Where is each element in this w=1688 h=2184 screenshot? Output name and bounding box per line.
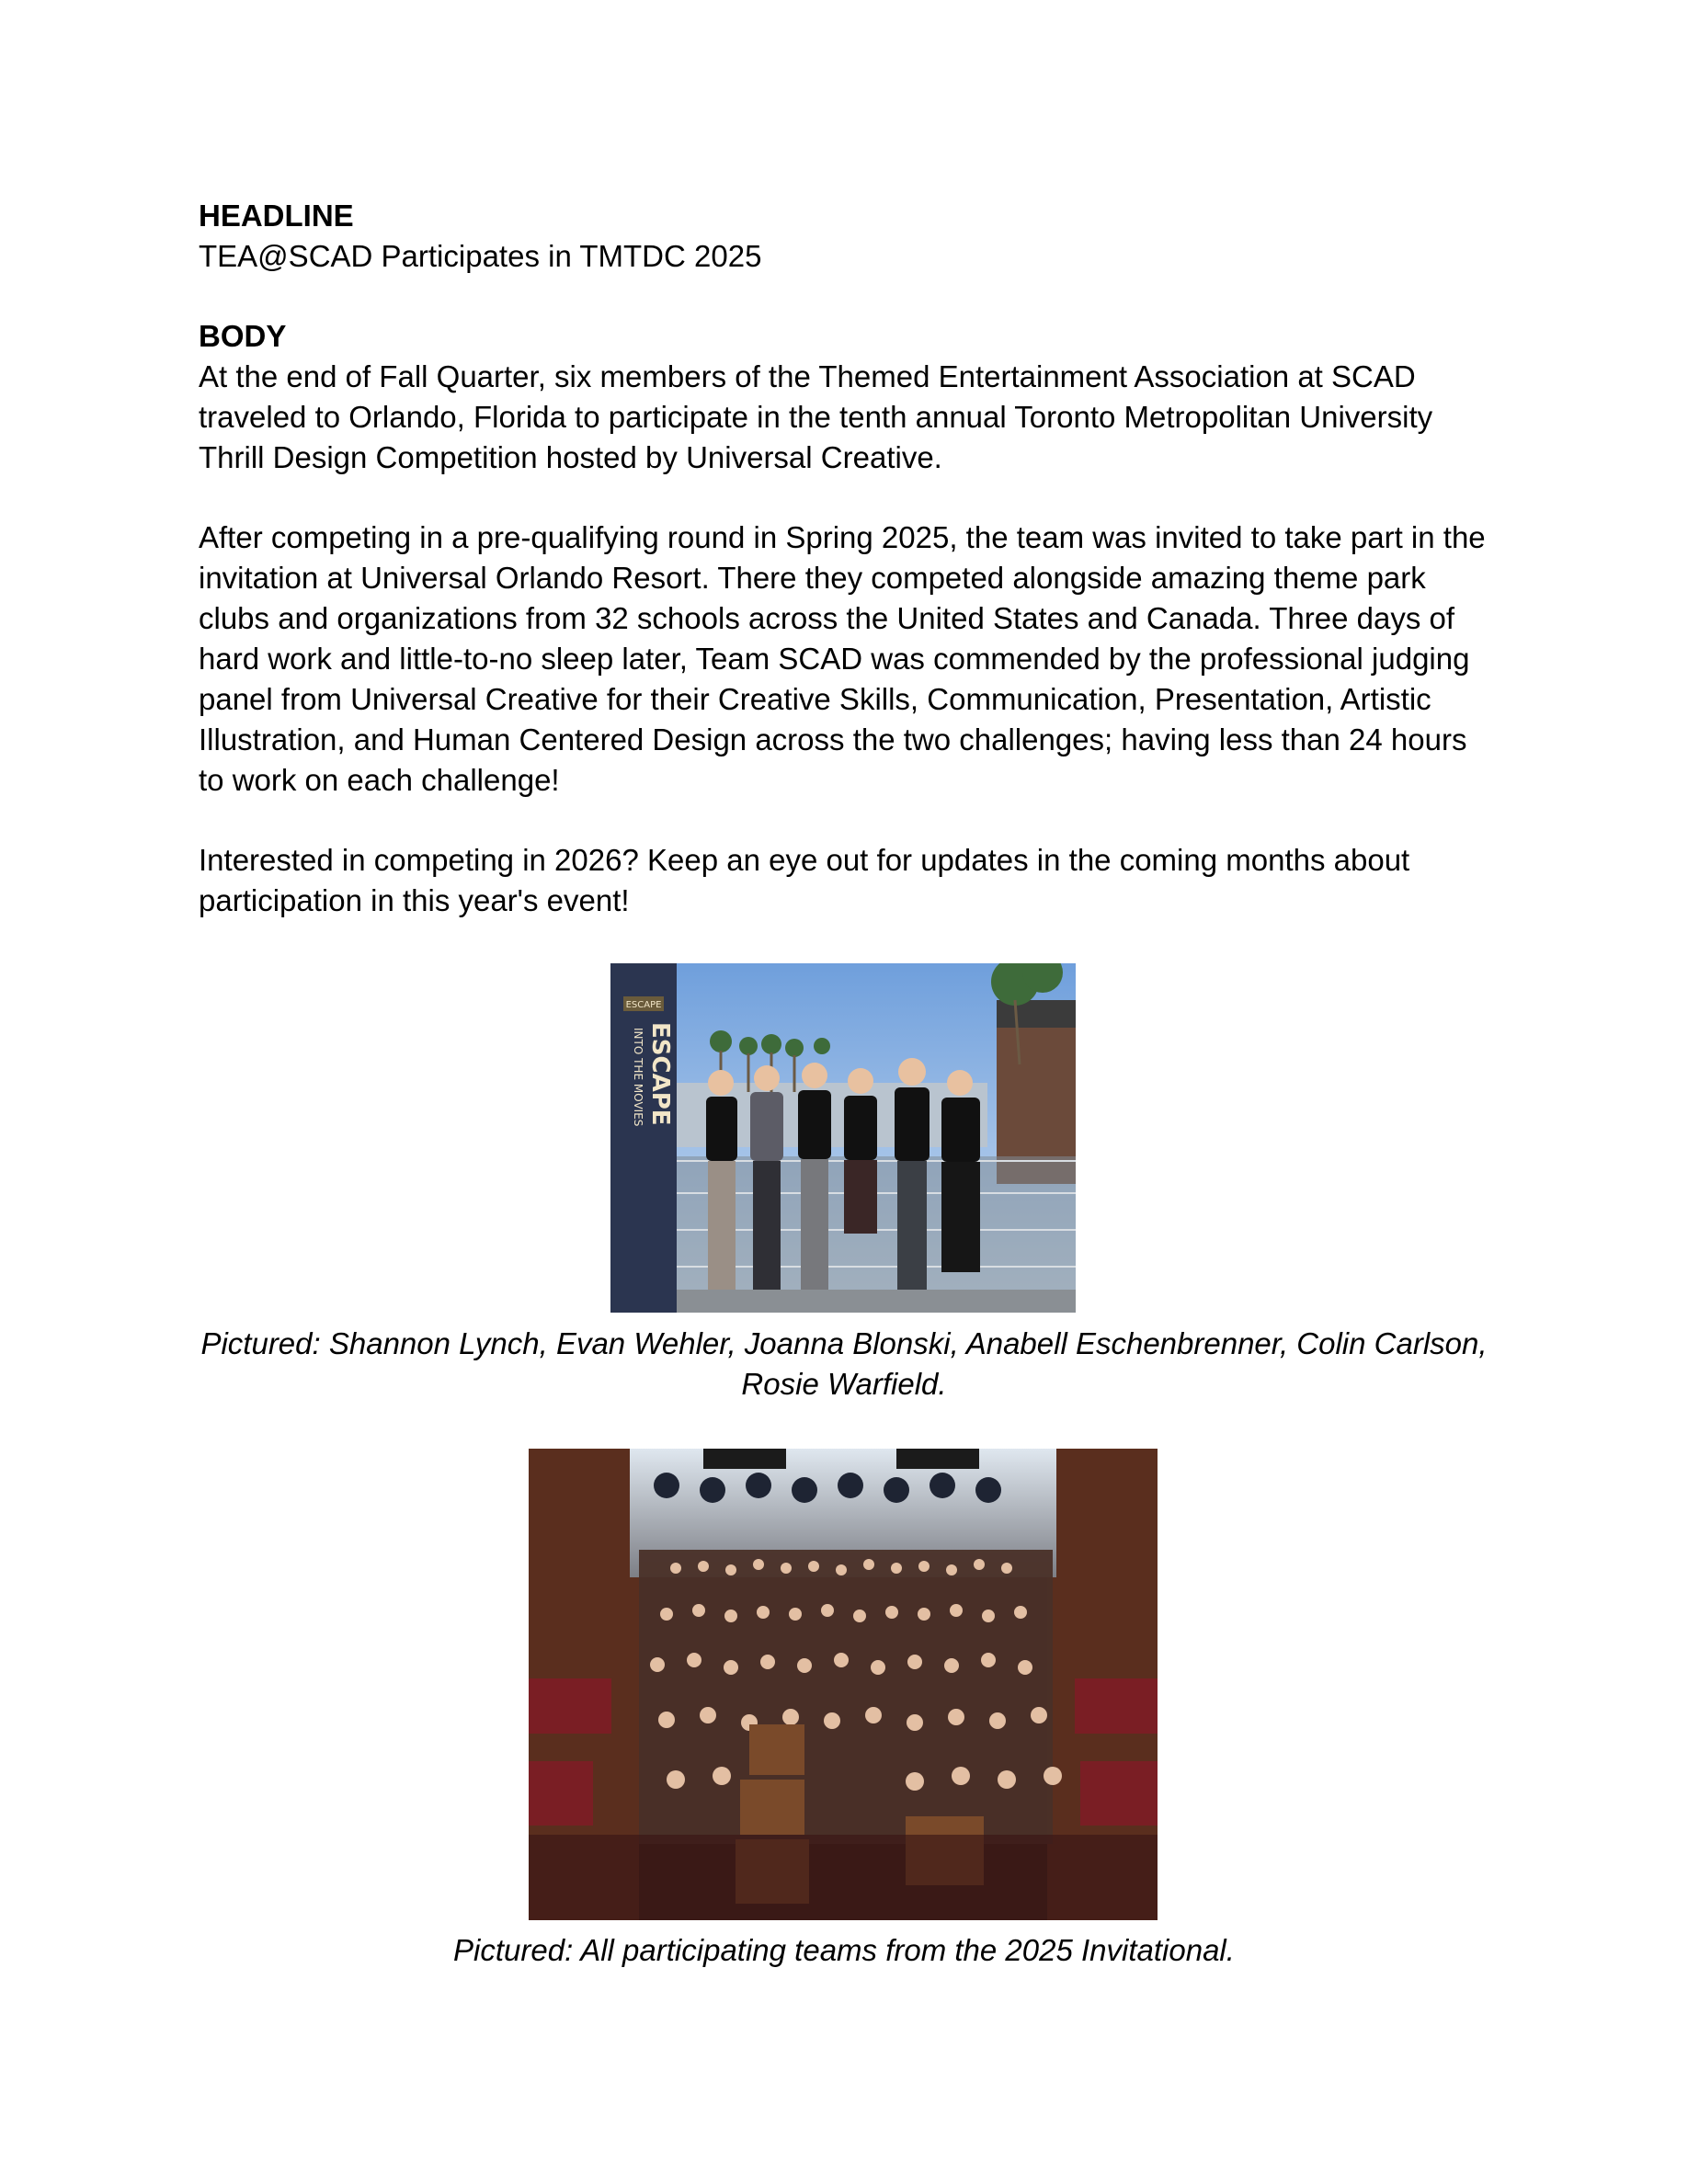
group-photo: [529, 1449, 1158, 1920]
svg-text:INTO THE MOVIES: INTO THE MOVIES: [632, 1028, 644, 1127]
svg-text:ESCAPE: ESCAPE: [646, 1022, 674, 1126]
svg-text:ESCAPE: ESCAPE: [625, 1000, 662, 1010]
headline-label: HEADLINE: [199, 199, 354, 233]
body-paragraph-3: Interested in competing in 2026? Keep an eye out for updates in the coming months about participation in this year's event!: [199, 843, 1410, 917]
team-photo-caption: Pictured: Shannon Lynch, Evan Wehler, Joanna Blonski, Anabell Eschenbrenner, Colin Carlson, Rosie Warfield.: [200, 1326, 1488, 1401]
body-label: BODY: [199, 319, 287, 353]
body-paragraph-2: After competing in a pre-qualifying round in Spring 2025, the team was invited to take part in the invitation at Universal Orlando Resort. There they competed alongside amazing theme park clubs and organizations from 32 schools across the United States and Canada. Three days of hard work and little-to-no sleep later, Team SCAD was commended by the professional judging panel from Universal Creative for their Creative Skills, Communication, Presentation, Artistic Illustration, and Human Centered Design across the two challenges; having less than 24 hours to work on each challenge!: [199, 520, 1486, 797]
team-photo-image: [610, 963, 1076, 1313]
group-photo-caption: Pictured: All participating teams from the 2025 Invitational.: [453, 1933, 1235, 1967]
team-photo: [610, 963, 1076, 1313]
body-paragraph-1: At the end of Fall Quarter, six members of the Themed Entertainment Association at SCAD traveled to Orlando, Florida to participate in the tenth annual Toronto Metropolitan University Thrill Design Competition hosted by Universal Creative.: [199, 359, 1433, 474]
headline-text: TEA@SCAD Participates in TMTDC 2025: [199, 239, 762, 273]
article-content: [199, 196, 1490, 921]
group-photo-image: [529, 1449, 1158, 1920]
